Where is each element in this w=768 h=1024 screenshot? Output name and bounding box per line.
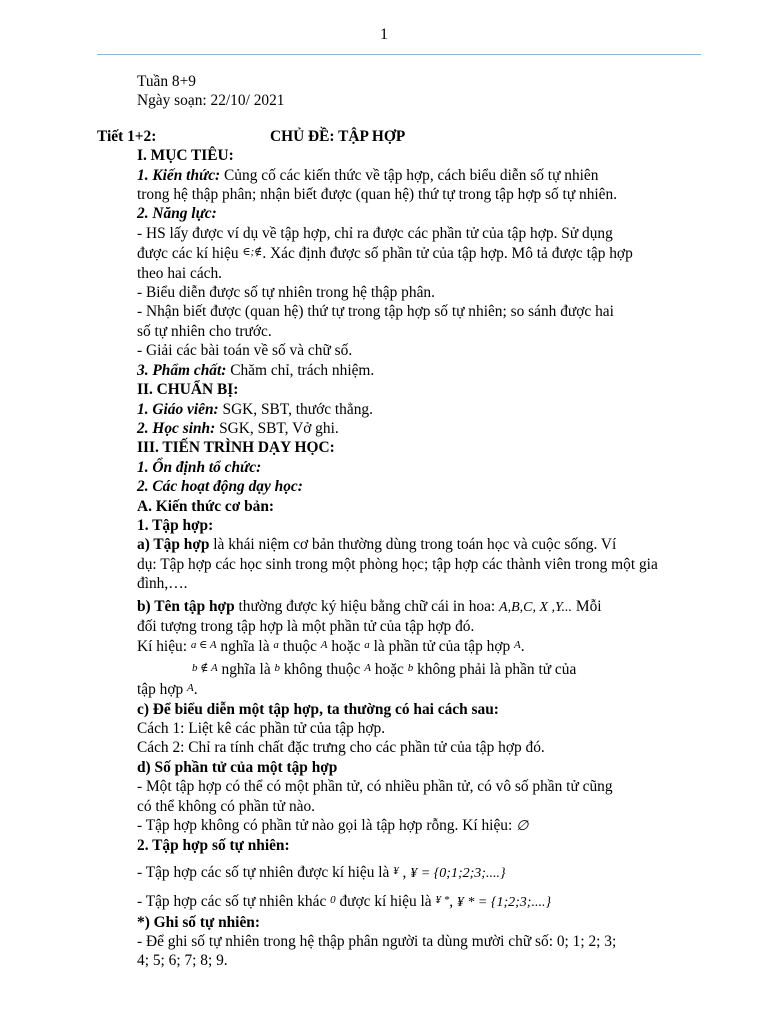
set-b-line bbox=[137, 597, 703, 617]
knowledge-label: 1. Kiến thức: bbox=[137, 166, 221, 184]
knowledge-cont: trong hệ thập phân; nhận biết được (quan hệ) thứ tự trong tập hợp số tự nhiên. bbox=[137, 186, 618, 204]
natural-star-symbol: ¥ * bbox=[435, 894, 450, 907]
knowledge-line bbox=[137, 166, 703, 185]
week-line: Tuần 8+9 bbox=[137, 73, 196, 90]
text-span: không phải là phần tử của bbox=[413, 660, 577, 678]
text-span: là phần tử của tập hợp bbox=[369, 638, 515, 656]
natural-set-title: 2. Tập hợp số tự nhiên: bbox=[137, 837, 290, 855]
representation-1: Cách 1: Liệt kê các phần tử của tập hợp. bbox=[137, 720, 386, 737]
set-a-label: a) Tập hợp bbox=[137, 536, 210, 554]
var-a: a bbox=[364, 639, 370, 652]
text-span: , bbox=[398, 863, 411, 881]
write-numbers-1b: 4; 5; 6; 7; 8; 9. bbox=[137, 952, 228, 970]
ability-3a: - Nhận biết được (quan hệ) thứ tự trong tập hợp số tự nhiên; so sánh được hai bbox=[137, 303, 614, 321]
page-number: 1 bbox=[380, 26, 388, 43]
zero: 0 bbox=[330, 894, 336, 907]
element-count-1b: có thể không có phần tử nào. bbox=[137, 797, 316, 815]
ability-1a: - HS lấy được ví dụ về tập hợp, chỉ ra được các phần tử của tập hợp. Sử dụng bbox=[137, 224, 613, 242]
text-span: , bbox=[449, 893, 457, 911]
text-span: - Tập hợp các số tự nhiên khác bbox=[137, 893, 331, 911]
teacher-line bbox=[137, 400, 703, 419]
representation-2: Cách 2: Chỉ ra tính chất đặc trưng cho các phần tử của tập hợp đó. bbox=[137, 739, 545, 757]
teacher-text: SGK, SBT, thước thẳng. bbox=[218, 400, 373, 418]
text-span: được kí hiệu là bbox=[335, 893, 436, 911]
var-A: A bbox=[514, 639, 521, 652]
symbol-notin: b ∉ A bbox=[192, 661, 218, 674]
var-A: A bbox=[187, 682, 194, 695]
section-preparation: II. CHUẨN BỊ: bbox=[137, 381, 239, 399]
ability-1b-pre: được các kí hiệu bbox=[137, 245, 243, 263]
process-1: 1. Ổn định tổ chức: bbox=[137, 458, 262, 476]
set-b-text: thường được ký hiệu bằng chữ cái in hoa: bbox=[234, 597, 500, 615]
text-span: hoặc bbox=[370, 660, 408, 678]
natural-set: ¥ = {0;1;2;3;....} bbox=[410, 865, 506, 881]
empty-set-line bbox=[137, 816, 703, 836]
text-span: - Tập hợp các số tự nhiên được kí hiệu là bbox=[137, 863, 394, 881]
text-span: hoặc bbox=[327, 638, 365, 656]
document-body bbox=[97, 68, 703, 971]
ability-label: 2. Năng lực: bbox=[137, 205, 217, 223]
set-b-label: b) Tên tập hợp bbox=[137, 597, 235, 615]
var-a: a bbox=[273, 639, 279, 652]
var-b: b bbox=[274, 661, 281, 674]
text-span: . bbox=[520, 638, 525, 656]
set-b-cont: đối tượng trong tập hợp là một phần tử của tập hợp đó. bbox=[137, 617, 475, 635]
set-a-cont2: đình,…. bbox=[137, 575, 188, 593]
process-2: 2. Các hoạt động dạy học: bbox=[137, 478, 303, 496]
ability-1b bbox=[137, 243, 703, 263]
write-numbers-title: *) Ghi số tự nhiên: bbox=[137, 913, 260, 931]
natural-star-set: ¥ * = {1;2;3;....} bbox=[456, 895, 552, 911]
date-line: Ngày soạn: 22/10/ 2021 bbox=[137, 92, 285, 110]
section-objectives: I. MỤC TIÊU: bbox=[137, 147, 234, 165]
title-row bbox=[97, 127, 703, 146]
lesson-label: Tiết 1+2: bbox=[97, 127, 157, 145]
text-span: thuộc bbox=[278, 638, 321, 656]
section-process: III. TIẾN TRÌNH DẠY HỌC: bbox=[137, 439, 335, 457]
natural-set-line bbox=[137, 862, 703, 883]
natural-star-line bbox=[137, 891, 703, 912]
set-title: 1. Tập hợp: bbox=[137, 516, 214, 534]
ability-1b-post: . Xác định được số phần tử của tập hợp. Mô tả được tập hợp bbox=[262, 245, 633, 263]
teacher-label: 1. Giáo viên: bbox=[137, 400, 219, 418]
set-a-cont1: dụ: Tập hợp các học sinh trong một phòng học; tập hợp các thành viên trong một gia bbox=[137, 555, 658, 573]
set-name-letters: A,B,C, X ,Y... bbox=[499, 599, 573, 615]
symbol-in: a ∈ A bbox=[190, 639, 217, 652]
text-span: nghĩa là bbox=[217, 660, 275, 678]
var-b: b bbox=[407, 661, 414, 674]
element-count-title: d) Số phần tử của một tập hợp bbox=[137, 758, 338, 776]
student-label: 2. Học sinh: bbox=[137, 419, 216, 437]
ability-2: - Biểu diễn được số tự nhiên trong hệ thập phân. bbox=[137, 284, 435, 302]
basic-knowledge-title: A. Kiến thức cơ bản: bbox=[137, 497, 275, 515]
text-span: - Tập hợp không có phần tử nào gọi là tập hợp rỗng. Kí hiệu: bbox=[137, 817, 517, 835]
ability-4: - Giải các bài toán về số và chữ số. bbox=[137, 342, 353, 360]
symbol-in-line bbox=[137, 636, 703, 656]
quality-label: 3. Phẩm chất: bbox=[137, 361, 227, 379]
symbol-notin-line bbox=[137, 659, 703, 679]
student-line bbox=[137, 419, 703, 438]
text-span: . bbox=[193, 681, 198, 699]
quality-text: Chăm chỉ, trách nhiệm. bbox=[226, 361, 375, 379]
text-span: tập hợp bbox=[137, 681, 188, 699]
set-a-line bbox=[137, 535, 703, 554]
topic-title: CHỦ ĐỀ: TẬP HỢP bbox=[270, 127, 406, 145]
membership-symbols: ∈;∉ bbox=[242, 246, 263, 259]
natural-symbol: ¥ bbox=[393, 864, 399, 877]
header-rule bbox=[97, 54, 701, 55]
set-a-text: là khái niệm cơ bản thường dùng trong toán học và cuộc sống. Ví bbox=[209, 536, 617, 554]
var-A: A bbox=[364, 661, 371, 674]
symbol-notin-cont bbox=[137, 679, 703, 699]
ability-3b: số tự nhiên cho trước. bbox=[137, 322, 272, 340]
var-A: A bbox=[320, 639, 328, 652]
symbol-label: Kí hiệu: bbox=[137, 638, 191, 656]
set-b-end: Mỗi bbox=[572, 597, 602, 615]
ability-1c: theo hai cách. bbox=[137, 264, 223, 282]
student-text: SGK, SBT, Vở ghi. bbox=[215, 419, 339, 437]
knowledge-text: Củng cố các kiến thức về tập hợp, cách biểu diễn số tự nhiên bbox=[220, 166, 599, 184]
text-span: nghĩa là bbox=[216, 638, 274, 656]
write-numbers-1a: - Để ghi số tự nhiên trong hệ thập phân người ta dùng mười chữ số: 0; 1; 2; 3; bbox=[137, 933, 617, 951]
representation-title: c) Để biểu diễn một tập hợp, ta thường có hai cách sau: bbox=[137, 700, 499, 718]
empty-set-symbol: ∅ bbox=[516, 819, 529, 835]
quality-line bbox=[137, 361, 703, 380]
element-count-1a: - Một tập hợp có thể có một phần tử, có nhiều phần tử, có vô số phần tử cũng bbox=[137, 778, 613, 796]
text-span: không thuộc bbox=[280, 660, 365, 678]
